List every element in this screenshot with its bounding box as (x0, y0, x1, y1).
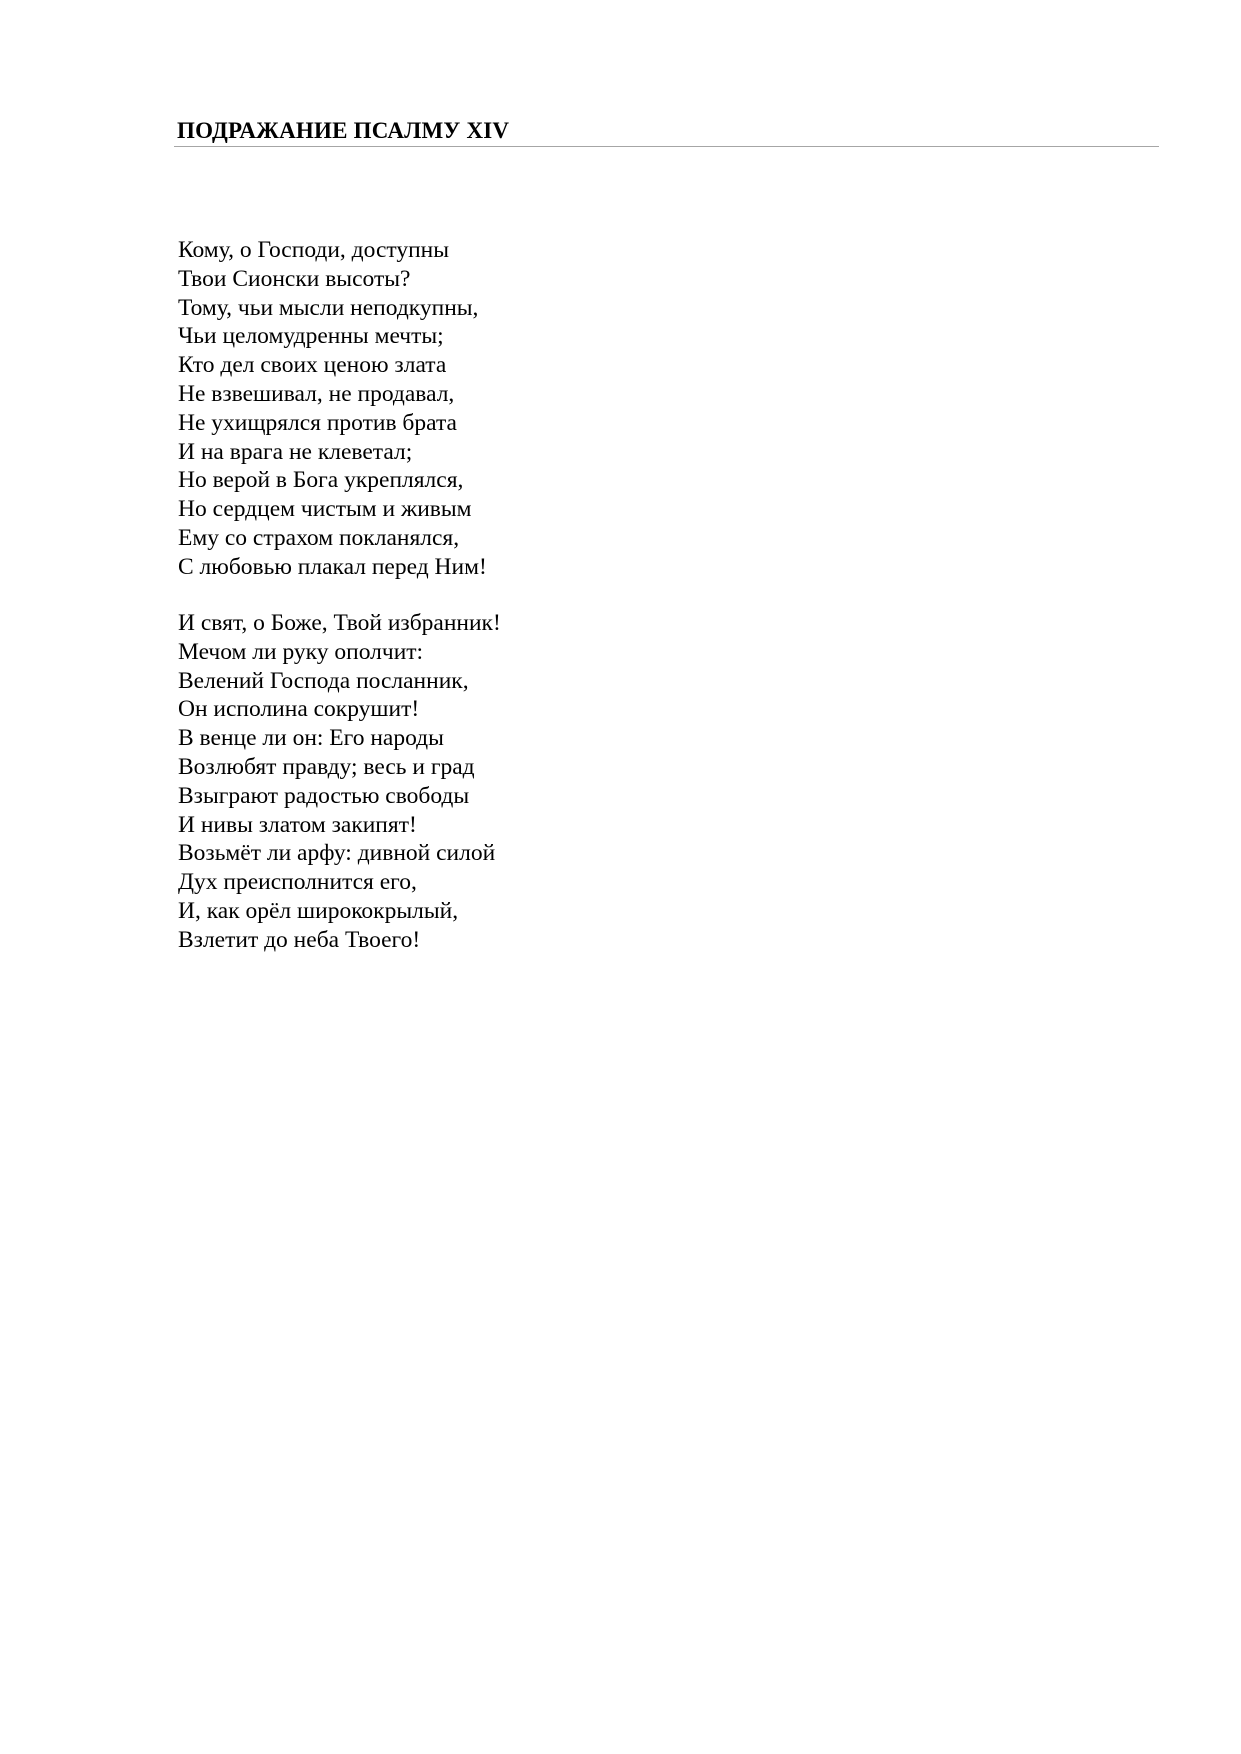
poem-line: Взыграют радостью свободы (178, 782, 470, 809)
poem-line: Ему со страхом покланялся, (178, 524, 460, 551)
poem-line: Не ухищрялся против брата (178, 409, 457, 436)
title-underline (174, 146, 1159, 147)
poem-line: Тому, чьи мысли неподкупны, (178, 294, 479, 321)
poem-line: Взлетит до неба Твоего! (178, 926, 421, 953)
poem-line: Дух преисполнится его, (178, 869, 417, 896)
poem-line: Велений Господа посланник, (178, 667, 469, 694)
poem-line: Мечом ли руку ополчит: (178, 638, 424, 665)
poem-line: Не взвешивал, не продавал, (178, 380, 455, 407)
stanza-2 (178, 609, 501, 955)
poem-line: С любовью плакал перед Ним! (178, 553, 487, 580)
poem-line: Но верой в Бога укреплялся, (178, 467, 464, 494)
poem-line: И, как орёл ширококрылый, (178, 897, 459, 924)
poem-line: Кому, о Господи, доступны (178, 237, 450, 263)
poem-line: В венце ли он: Его народы (178, 725, 444, 752)
poem-line: Он исполина сокрушит! (178, 696, 420, 723)
poem-line: Кто дел своих ценою злата (178, 352, 447, 379)
page-title: ПОДРАЖАНИЕ ПСАЛМУ XIV (177, 118, 510, 143)
poem-line: И свят, о Боже, Твой избранник! (178, 610, 501, 636)
poem-line: Твои Сионски высоты? (178, 265, 411, 292)
stanza-1 (178, 236, 487, 582)
poem-line: Возьмёт ли арфу: дивной силой (178, 840, 496, 867)
poem-line: Чьи целомудренны мечты; (178, 323, 444, 350)
poem-line: И на врага не клеветал; (178, 438, 413, 465)
poem-line: И нивы златом закипят! (178, 811, 417, 838)
poem-line: Возлюбят правду; весь и град (178, 753, 475, 780)
poem-line: Но сердцем чистым и живым (178, 496, 472, 523)
